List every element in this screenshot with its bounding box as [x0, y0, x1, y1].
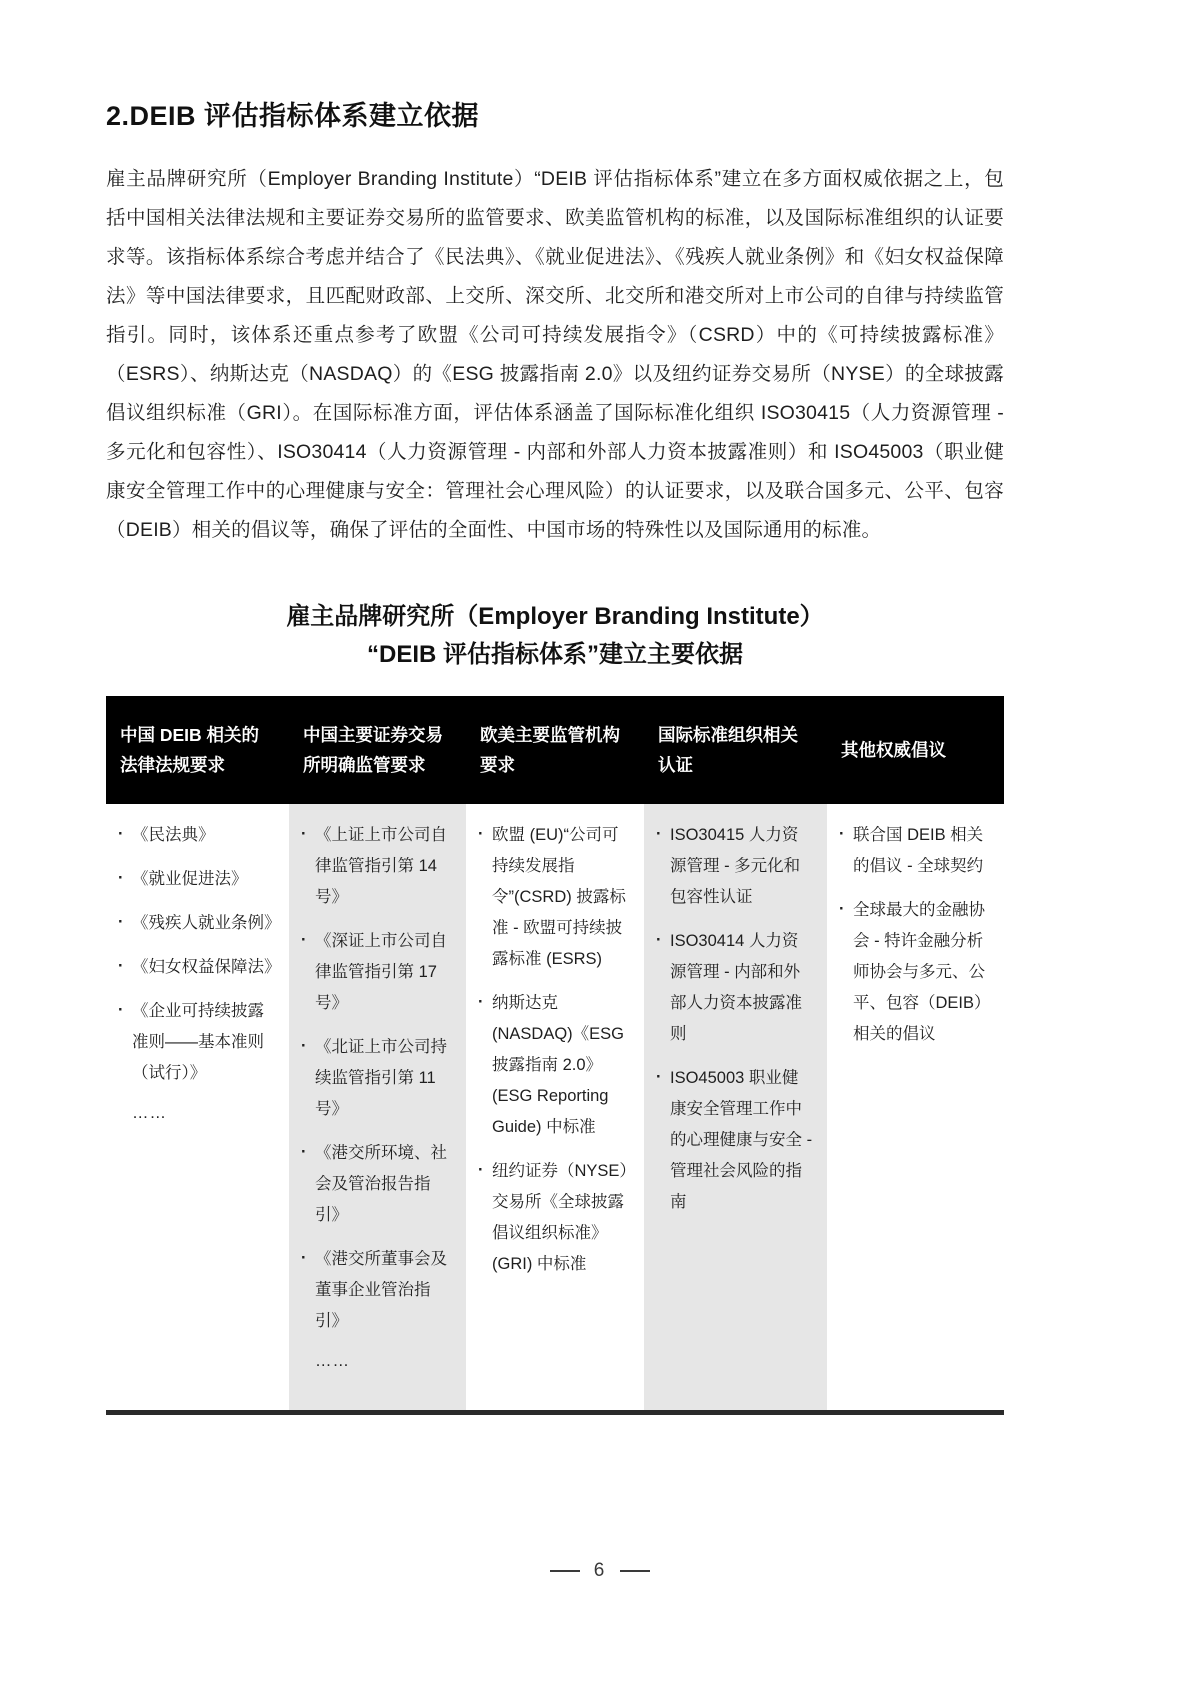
list-item: · 纽约证券（NYSE）交易所《全球披露倡议组织标准》(GRI) 中标准 [476, 1156, 630, 1280]
cell-list-4 [837, 820, 990, 1050]
table-title-line-2: “DEIB 评估指标体系”建立主要依据 [366, 640, 743, 668]
list-item: · ISO30414 人力资源管理 - 内部和外部人力资本披露准则 [654, 926, 813, 1050]
column-header-china-exchanges: 中国主要证券交易所明确监管要求 [289, 696, 466, 804]
cell-list-3 [654, 820, 813, 1218]
page-content [106, 0, 1004, 1415]
list-item: · 《民法典》 [116, 820, 275, 851]
table-bottom-rule [106, 1410, 1004, 1415]
list-item: · 《就业促进法》 [116, 864, 275, 895]
list-item: · 欧盟 (EU)“公司可持续发展指令”(CSRD) 披露标准 - 欧盟可持续披露标准 (ESRS) [476, 820, 630, 975]
list-item: · 全球最大的金融协会 - 特许金融分析师协会与多元、公平、包容（DEIB）相关的倡议 [837, 895, 990, 1050]
cell-list-2 [476, 820, 630, 1280]
cell-china-exchanges [289, 804, 466, 1410]
list-item: · 《港交所董事会及董事企业管治指引》 [299, 1244, 452, 1337]
list-item: · ISO45003 职业健康安全管理工作中的心理健康与安全 - 管理社会风险的指南 [654, 1063, 813, 1218]
list-item: · 《上证上市公司自律监管指引第 14 号》 [299, 820, 452, 913]
list-item: · 《港交所环境、社会及管治报告指引》 [299, 1138, 452, 1231]
footer-dash-left [550, 1570, 580, 1572]
list-ellipsis: …… [132, 1103, 167, 1122]
section-heading: 2.DEIB 评估指标体系建立依据 [106, 101, 480, 131]
table-title [106, 550, 1004, 674]
table-title-line-1: 雇主品牌研究所（Employer Branding Institute） [286, 602, 824, 630]
list-item: · 纳斯达克 (NASDAQ)《ESG 披露指南 2.0》(ESG Reporting Guide) 中标准 [476, 988, 630, 1143]
column-header-other-initiatives: 其他权威倡议 [827, 696, 1004, 804]
cell-eu-us-regulators [466, 804, 644, 1410]
page-footer [0, 1560, 1200, 1582]
footer-dash-right [620, 1570, 650, 1572]
page-number: 6 [593, 1560, 607, 1581]
list-item: · 《妇女权益保障法》 [116, 952, 275, 983]
cell-list-1 [299, 820, 452, 1377]
cell-list-0 [116, 820, 281, 1129]
table-body [106, 804, 1004, 1410]
list-item: · 《残疾人就业条例》 [116, 908, 275, 939]
table-row [106, 804, 1004, 1410]
cell-other-initiatives [827, 804, 1004, 1410]
body-paragraph: 雇主品牌研究所（Employer Branding Institute）“DEIB 评估指标体系”建立在多方面权威依据之上，包括中国相关法律法规和主要证券交易所的监管要求、欧美监管机构的标准，以及国际标准组织的认证要求等。该指标体系综合考虑并结合了《民法典》、《就业促进法》、《残疾人就业条例》和《妇女权益保障法》等中国法律要求，且匹配财政部、上交所、深交所、北交所和港交所对上市公司的自律与持续监管指引。同时，该体系还重点参考了欧盟《公司可持续发展指令》（CSRD）中的《可持续披露标准》（ESRS）、纳斯达克（NASDAQ）的《ESG 披露指南 2.0》以及纽约证券交易所（NYSE）的全球披露倡议组织标准（GRI）。在国际标准方面，评估体系涵盖了国际标准化组织 ISO30415（人力资源管理 - 多元化和包容性）、ISO30414（人力资源管理 - 内部和外部人力资本披露准则）和 ISO45003（职业健康安全管理工作中的心理健康与安全：管理社会心理风险）的认证要求，以及联合国多元、公平、包容（DEIB）相关的倡议等，确保了评估的全面性、中国市场的特殊性以及国际通用的标准。 [106, 167, 1004, 541]
column-header-china-laws: 中国 DEIB 相关的法律法规要求 [106, 696, 289, 804]
list-item: · 《北证上市公司持续监管指引第 11 号》 [299, 1032, 452, 1125]
evidence-table [106, 696, 1004, 1410]
table-header [106, 696, 1004, 804]
cell-china-laws [106, 804, 289, 1410]
cell-international-standards [644, 804, 827, 1410]
evidence-table-wrap [106, 696, 1004, 1415]
list-item: · 《深证上市公司自律监管指引第 17 号》 [299, 926, 452, 1019]
table-header-row [106, 696, 1004, 804]
list-item: · 《企业可持续披露准则——基本准则（试行）》 [116, 996, 275, 1089]
column-header-international-standards: 国际标准组织相关认证 [644, 696, 827, 804]
list-item: · ISO30415 人力资源管理 - 多元化和包容性认证 [654, 820, 813, 913]
list-ellipsis: …… [315, 1351, 350, 1370]
column-header-eu-us-regulators: 欧美主要监管机构要求 [466, 696, 644, 804]
list-item: · 联合国 DEIB 相关的倡议 - 全球契约 [837, 820, 990, 882]
